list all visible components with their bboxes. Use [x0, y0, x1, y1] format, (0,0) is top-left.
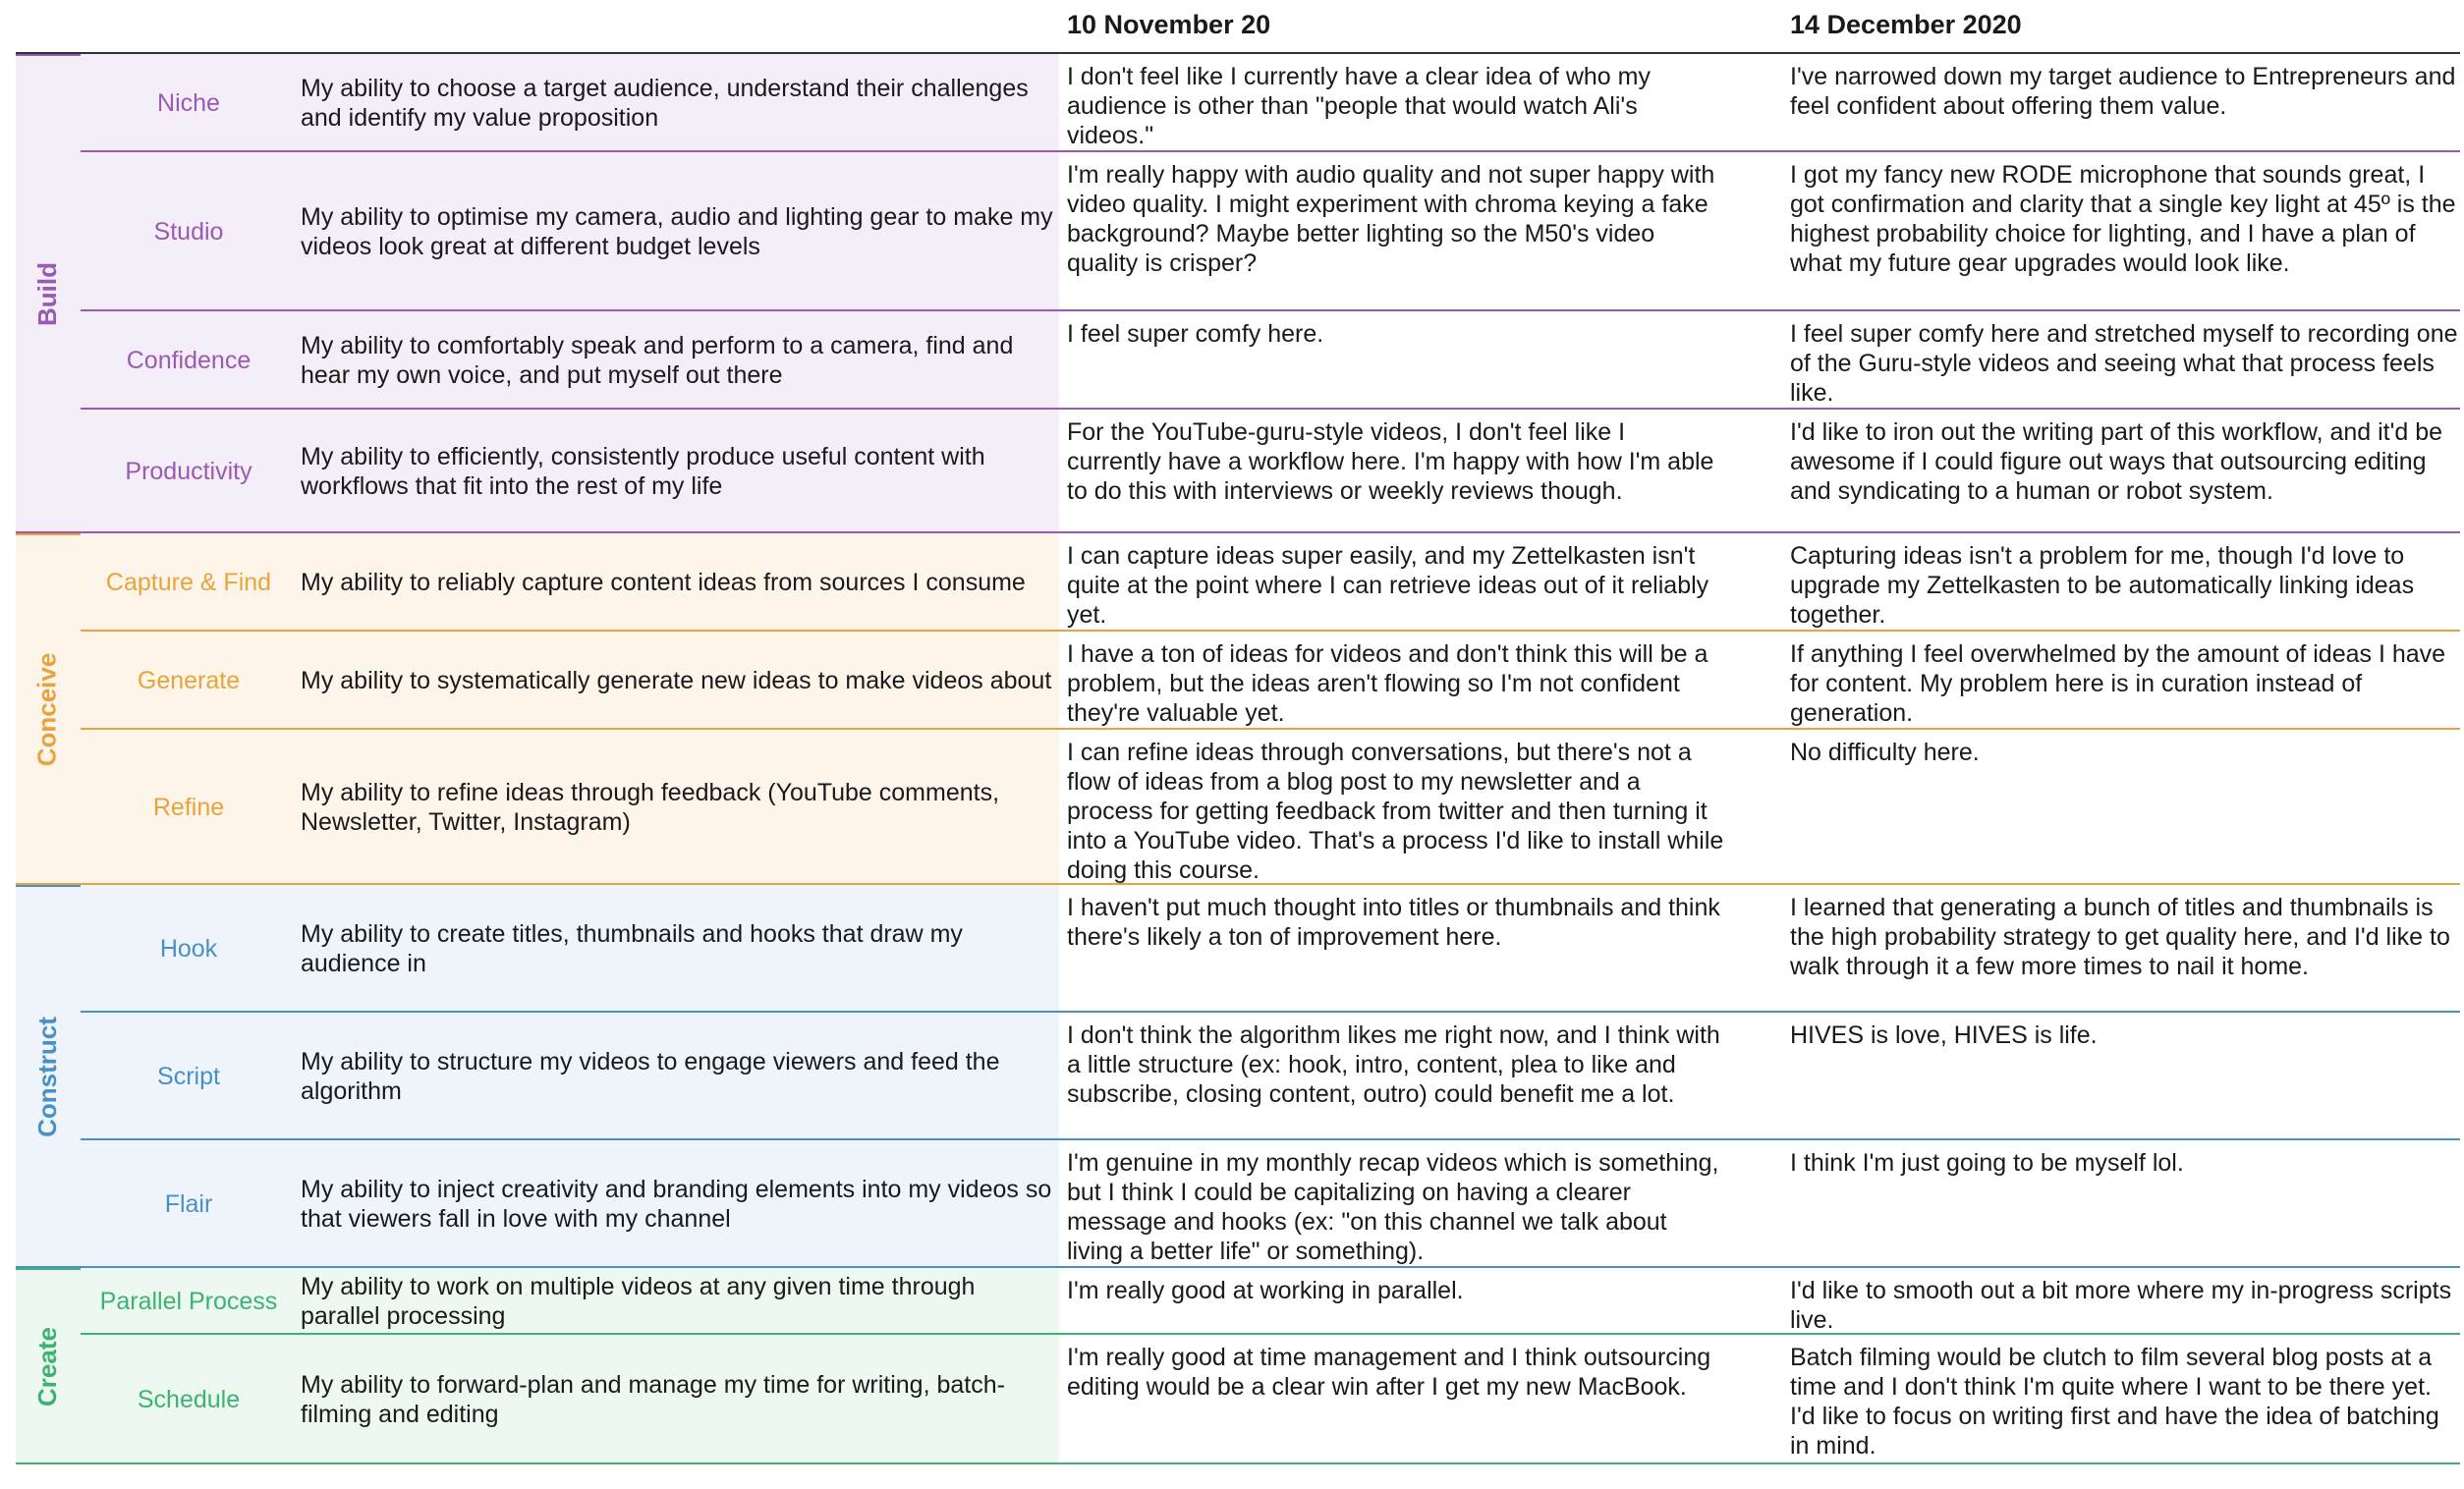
row-description: My ability to forward-plan and manage my time for writing, batch-filming and editing [301, 1371, 1005, 1428]
row-dec-entry: If anything I feel overwhelmed by the amount of ideas I have for content. My problem here is in curation instead of generation. [1790, 640, 2446, 727]
row-nov-entry: I don't feel like I currently have a clear idea of who my audience is other than "people that would watch Ali's videos." [1067, 63, 1651, 149]
table-row [0, 1335, 2464, 1464]
row-description: My ability to choose a target audience, understand their challenges and identify my value proposition [301, 75, 1029, 132]
row-name: Refine [152, 793, 225, 821]
row-dec-entry: Batch filming would be clutch to film several blog posts at a time and I don't think I'm quite where I want to be there yet. I'd like to focus on writing first and have the idea of batching in mind. [1790, 1344, 2439, 1460]
group-title-text: Build [31, 261, 62, 326]
row-description: My ability to systematically generate new ideas to make videos about [301, 667, 1052, 694]
row-nov-entry: I have a ton of ideas for videos and don't think this will be a problem, but the ideas aren't flowing so I'm not confident they're valuable yet. [1067, 640, 1708, 727]
row-dec-entry: Capturing ideas isn't a problem for me, though I'd love to upgrade my Zettelkasten to be automatically linking ideas together. [1790, 542, 2415, 629]
row-nov-entry: I'm really good at working in parallel. [1067, 1277, 1464, 1304]
table-row [0, 1013, 2464, 1140]
row-description: My ability to create titles, thumbnails and hooks that draw my audience in [301, 920, 963, 977]
header-dec: 14 December 2020 [1790, 10, 2022, 39]
row-description: My ability to refine ideas through feedback (YouTube comments, Newsletter, Twitter, Instagram) [301, 779, 1000, 836]
row-description: My ability to optimise my camera, audio and lighting gear to make my videos look great at different budget levels [301, 203, 1053, 260]
row-description: My ability to comfortably speak and perform to a camera, find and hear my own voice, and put myself out there [301, 332, 1014, 389]
row-name: Confidence [126, 346, 252, 374]
row-description: My ability to reliably capture content ideas from sources I consume [301, 569, 1026, 596]
row-nov-entry: I'm genuine in my monthly recap videos which is something, but I think I could be capitalizing on having a clearer message and hooks (ex: "on this channel we talk about living a better life" or something). [1067, 1149, 1719, 1265]
table-row [0, 730, 2464, 885]
row-nov-entry: I feel super comfy here. [1067, 320, 1324, 348]
group-title-text: Create [31, 1326, 62, 1406]
table-row [0, 533, 2464, 632]
row-nov-entry: I can refine ideas through conversations, but there's not a flow of ideas from a blog post to my newsletter and a process for getting feedback from twitter and then turning it into a YouTube video. That's a process I'd like to install while doing this course. [1067, 739, 1724, 884]
row-name: Studio [153, 217, 224, 246]
row-description: My ability to structure my videos to engage viewers and feed the algorithm [301, 1048, 1000, 1105]
row-description: My ability to inject creativity and branding elements into my videos so that viewers fall in love with my channel [301, 1176, 1052, 1233]
table-row [0, 1140, 2464, 1268]
row-dec-entry: I'd like to smooth out a bit more where my in-progress scripts live. [1790, 1277, 2452, 1334]
row-nov-entry: I don't think the algorithm likes me right now, and I think with a little structure (ex: hook, intro, content, plea to like and subscribe, closing content, outro) could benefit me a lot. [1067, 1021, 1720, 1108]
row-name: Script [157, 1062, 220, 1090]
row-dec-entry: I got my fancy new RODE microphone that sounds great, I got confirmation and clarity that a single key light at 45º is the highest probability choice for lighting, and I have a plan of what my future gear upgrades would look like. [1790, 161, 2456, 277]
row-nov-entry: For the YouTube-guru-style videos, I don't feel like I currently have a workflow here. I'm happy with how I'm able to do this with interviews or weekly reviews though. [1067, 418, 1714, 505]
row-name: Capture & Find [105, 568, 272, 596]
row-nov-entry: I can capture ideas super easily, and my Zettelkasten isn't quite at the point where I can retrieve ideas out of it reliably yet. [1067, 542, 1709, 629]
row-dec-entry: No difficulty here. [1790, 739, 1980, 766]
table-row [0, 1268, 2464, 1335]
row-description: My ability to efficiently, consistently produce useful content with workflows that fit into the rest of my life [301, 443, 985, 500]
row-dec-entry: I learned that generating a bunch of titles and thumbnails is the high probability strategy to get quality here, and I'd like to walk through it a few more times to nail it home. [1790, 894, 2450, 980]
row-name: Schedule [137, 1385, 241, 1413]
row-dec-entry: I think I'm just going to be myself lol. [1790, 1149, 2184, 1177]
row-dec-entry: I'd like to iron out the writing part of this workflow, and it'd be awesome if I could figure out ways that outsourcing editing and syndicating to a human or robot system. [1790, 418, 2443, 505]
table-row [0, 311, 2464, 410]
row-nov-entry: I haven't put much thought into titles or thumbnails and think there's likely a ton of improvement here. [1067, 894, 1720, 951]
row-dec-entry: HIVES is love, HIVES is life. [1790, 1021, 2098, 1049]
row-dec-entry: I feel super comfy here and stretched myself to recording one of the Guru-style videos and seeing what that process feels like. [1790, 320, 2458, 407]
row-name: Parallel Process [99, 1287, 278, 1315]
table-row [0, 632, 2464, 730]
group-title-text: Construct [31, 1016, 62, 1137]
row-nov-entry: I'm really good at time management and I think outsourcing editing would be a clear win after I get my new MacBook. [1067, 1344, 1711, 1401]
group-title-text: Conceive [31, 652, 62, 766]
table-row [0, 410, 2464, 533]
row-dec-entry: I've narrowed down my target audience to Entrepreneurs and feel confident about offering them value. [1790, 63, 2456, 120]
table-row [0, 152, 2464, 311]
header-nov: 10 November 20 [1067, 10, 1271, 39]
table-row [0, 885, 2464, 1013]
row-description: My ability to work on multiple videos at any given time through parallel processing [301, 1273, 976, 1330]
row-name: Productivity [125, 457, 252, 485]
row-name: Niche [157, 88, 220, 117]
row-name: Flair [164, 1189, 213, 1218]
row-name: Hook [159, 934, 218, 963]
row-nov-entry: I'm really happy with audio quality and not super happy with video quality. I might experiment with chroma keying a fake background? Maybe better lighting so the M50's video quality is crisper? [1067, 161, 1715, 277]
table-row [0, 54, 2464, 152]
row-name: Generate [137, 666, 241, 694]
